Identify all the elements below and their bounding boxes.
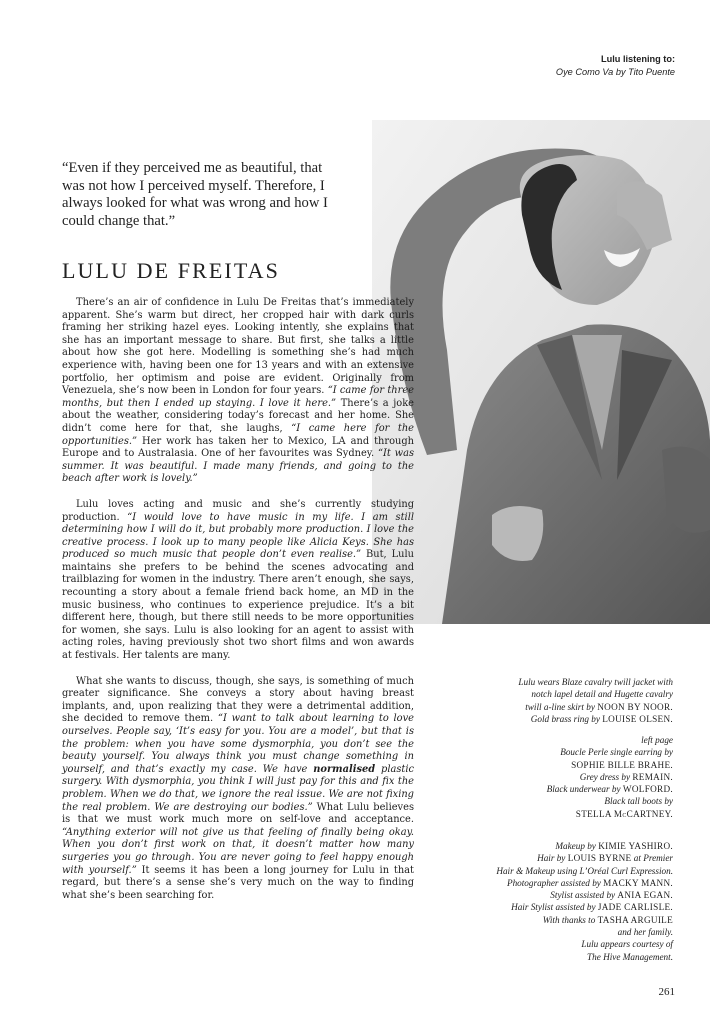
credit-line [443,840,673,852]
brand-name: TASHA ARGUILE [597,914,673,925]
listening-label: Lulu listening to: [601,54,675,64]
italic-text: “I want to talk about learning to love ourselves. People say, ‘It’s easy for you. You are a model’, but that is the problem: when you have some dysmorphia, you don’t see the beauty yourself. You always think you must change something in yourself, and that’s exactly my case. We have [62,713,414,775]
body-text: It seems it has been a long journey for Lulu in that regard, but there’s a sense she’s very much on the way to finding what she’s been searching for. [62,864,414,901]
paragraph [62,676,414,903]
credit-line [443,701,673,713]
credit-line [443,914,673,926]
credit-line [443,771,673,783]
italic-text: Hair & Makeup using L’Oréal Curl Expression. [496,865,673,876]
brand-name: LOUISE OLSEN. [602,713,673,724]
credit-line [443,852,673,864]
pull-quote: “Even if they perceived me as beautiful, that was not how I perceived myself. Therefore, I always looked for what was wrong and how I could change that.” [62,160,328,229]
italic-text: “I came for three months, but then I ended up staying. I love it here.” [62,385,414,409]
credit-line [443,938,673,950]
emphasis-text: normalised [313,763,376,775]
italic-text: and her family. [617,927,673,938]
paragraph [62,499,414,663]
portrait-photo [372,120,710,624]
credit-line [443,676,673,688]
italic-text: Boucle Perle single earring by [560,747,673,758]
body-text: What Lulu believes is that we must work much more on self-love and acceptance. [62,801,414,826]
credit-line [443,734,673,746]
credit-line [443,759,673,771]
brand-name: WOLFORD. [622,784,673,795]
credit-line [443,783,673,795]
article-title: LULU DE FREITAS [62,258,280,283]
brand-name: ANIA EGAN. [617,890,673,901]
italic-text: Photographer assisted by [506,877,604,888]
italic-text: at Premier [631,853,673,864]
italic-text: Black underwear by [546,784,623,795]
italic-text: “Anything exterior will not give us that feeling of finally being okay. When you don’t first work on that, it doesn’t matter how many surgeries you go through. You are never going to feel happy enough with yourself.” [62,826,414,876]
italic-text: notch lapel detail and Hugette cavalry [531,689,673,700]
credit-line [443,746,673,758]
credit-line [443,901,673,913]
credit-line [443,713,673,725]
brand-name: KIMIE YASHIRO. [598,841,673,851]
credit-line [443,808,673,820]
italic-text: Gold brass ring by [530,713,603,724]
brand-name: REMAIN. [632,771,673,782]
italic-text: Grey dress by [579,771,633,782]
paragraph [62,297,414,486]
body-text: But, Lulu maintains she prefers to be behind the scenes advocating and trailblazing for women in the industry. There aren’t enough, she says, recounting a story about a female friend back home, an MD in the music business, who continues to experience prejudice. It’s a bit different here, though, but there still needs to be more opportunities for women, she says. Lulu is also looking for an agent to assist with acting roles, having previously shot two short films and won awards at festivals. Her talents are many. [62,549,414,662]
listening-song: Oye Como Va by Tito Puente [555,67,675,77]
italic-text: “I would love to have music in my life. I am still determining how I will do it, but probably more production. I love the creative process. I look up to many people like Alicia Keys. She has produced so much music that people don’t even realise.” [62,511,414,561]
italic-text: The Hive Management. [587,951,673,962]
brand-name: SOPHIE BILLE BRAHE. [571,759,673,770]
italic-text: Makeup by [555,841,599,851]
italic-text: Lulu appears courtesy of [581,939,673,950]
credit-line [443,795,673,807]
credit-line [443,865,673,877]
brand-name: STELLA McCARTNEY. [575,808,673,819]
photo-credits-outfit [443,676,673,725]
italic-text: “It was summer. It was beautiful. I made many friends, and going to the beach after work is lovely.” [62,448,414,485]
credit-line [443,889,673,901]
brand-name: MACKY MANN. [603,877,673,888]
italic-text: Hair by [537,853,568,864]
article-body [62,297,414,915]
brand-name: JADE CARLISLE. [597,902,673,913]
page-number: 261 [658,986,675,998]
italic-text: With thanks to [542,914,598,925]
credit-line [443,926,673,938]
body-text: What she wants to discuss, though, she says, is something of much greater significance. She conveys a story about having breast implants, and, upon realizing that they were a detrimental addition, she decided to remove them. [62,675,414,725]
brand-name: LOUIS BYRNE [567,853,632,864]
credit-line [443,688,673,700]
body-text: There’s a joke about the weather, considering today’s forecast and her home. She didn’t come here for that, she laughs, [62,397,415,434]
italic-text: left page [641,735,673,745]
photo-credits-team [443,840,673,963]
photo-credits-left-page [443,734,673,820]
italic-text: Hair Stylist assisted by [511,902,598,913]
italic-text: “I came here for the opportunities.” [62,422,415,447]
italic-text: Stylist assisted by [550,890,618,901]
now-listening [556,53,675,79]
italic-text: Black tall boots by [604,796,673,807]
italic-text: Lulu wears Blaze cavalry twill jacket with [518,677,673,687]
body-text: Lulu loves acting and music and she’s currently studying production. [62,498,414,523]
italic-text: plastic surgery. With dysmorphia, you think I will just pay for this and fix the problem. When we do that, we ignore the real issue. We are not fixing the real problem. We are destroying our bodies.” [62,763,415,813]
body-text: Her work has taken her to Mexico, LA and through Europe and to Australasia. One of her favourites was Sydney. [62,435,414,460]
credit-line [443,877,673,889]
body-text: There’s an air of confidence in Lulu De Freitas that’s immediately apparent. She’s warm but direct, her cropped hair with dark curls framing her striking hazel eyes. Looking intently, she explains that she has an important message to share. But first, she talks a little about how she got here. Modelling is something she’s had much experience with, having been one for 13 years and with an extensive portfolio, her optimism and poise are evident. Originally from Venezuela, she’s now been in London for four years. [62,297,414,397]
brand-name: NOON BY NOOR. [597,701,673,712]
italic-text: twill a-line skirt by [525,701,598,712]
credit-line [443,951,673,963]
